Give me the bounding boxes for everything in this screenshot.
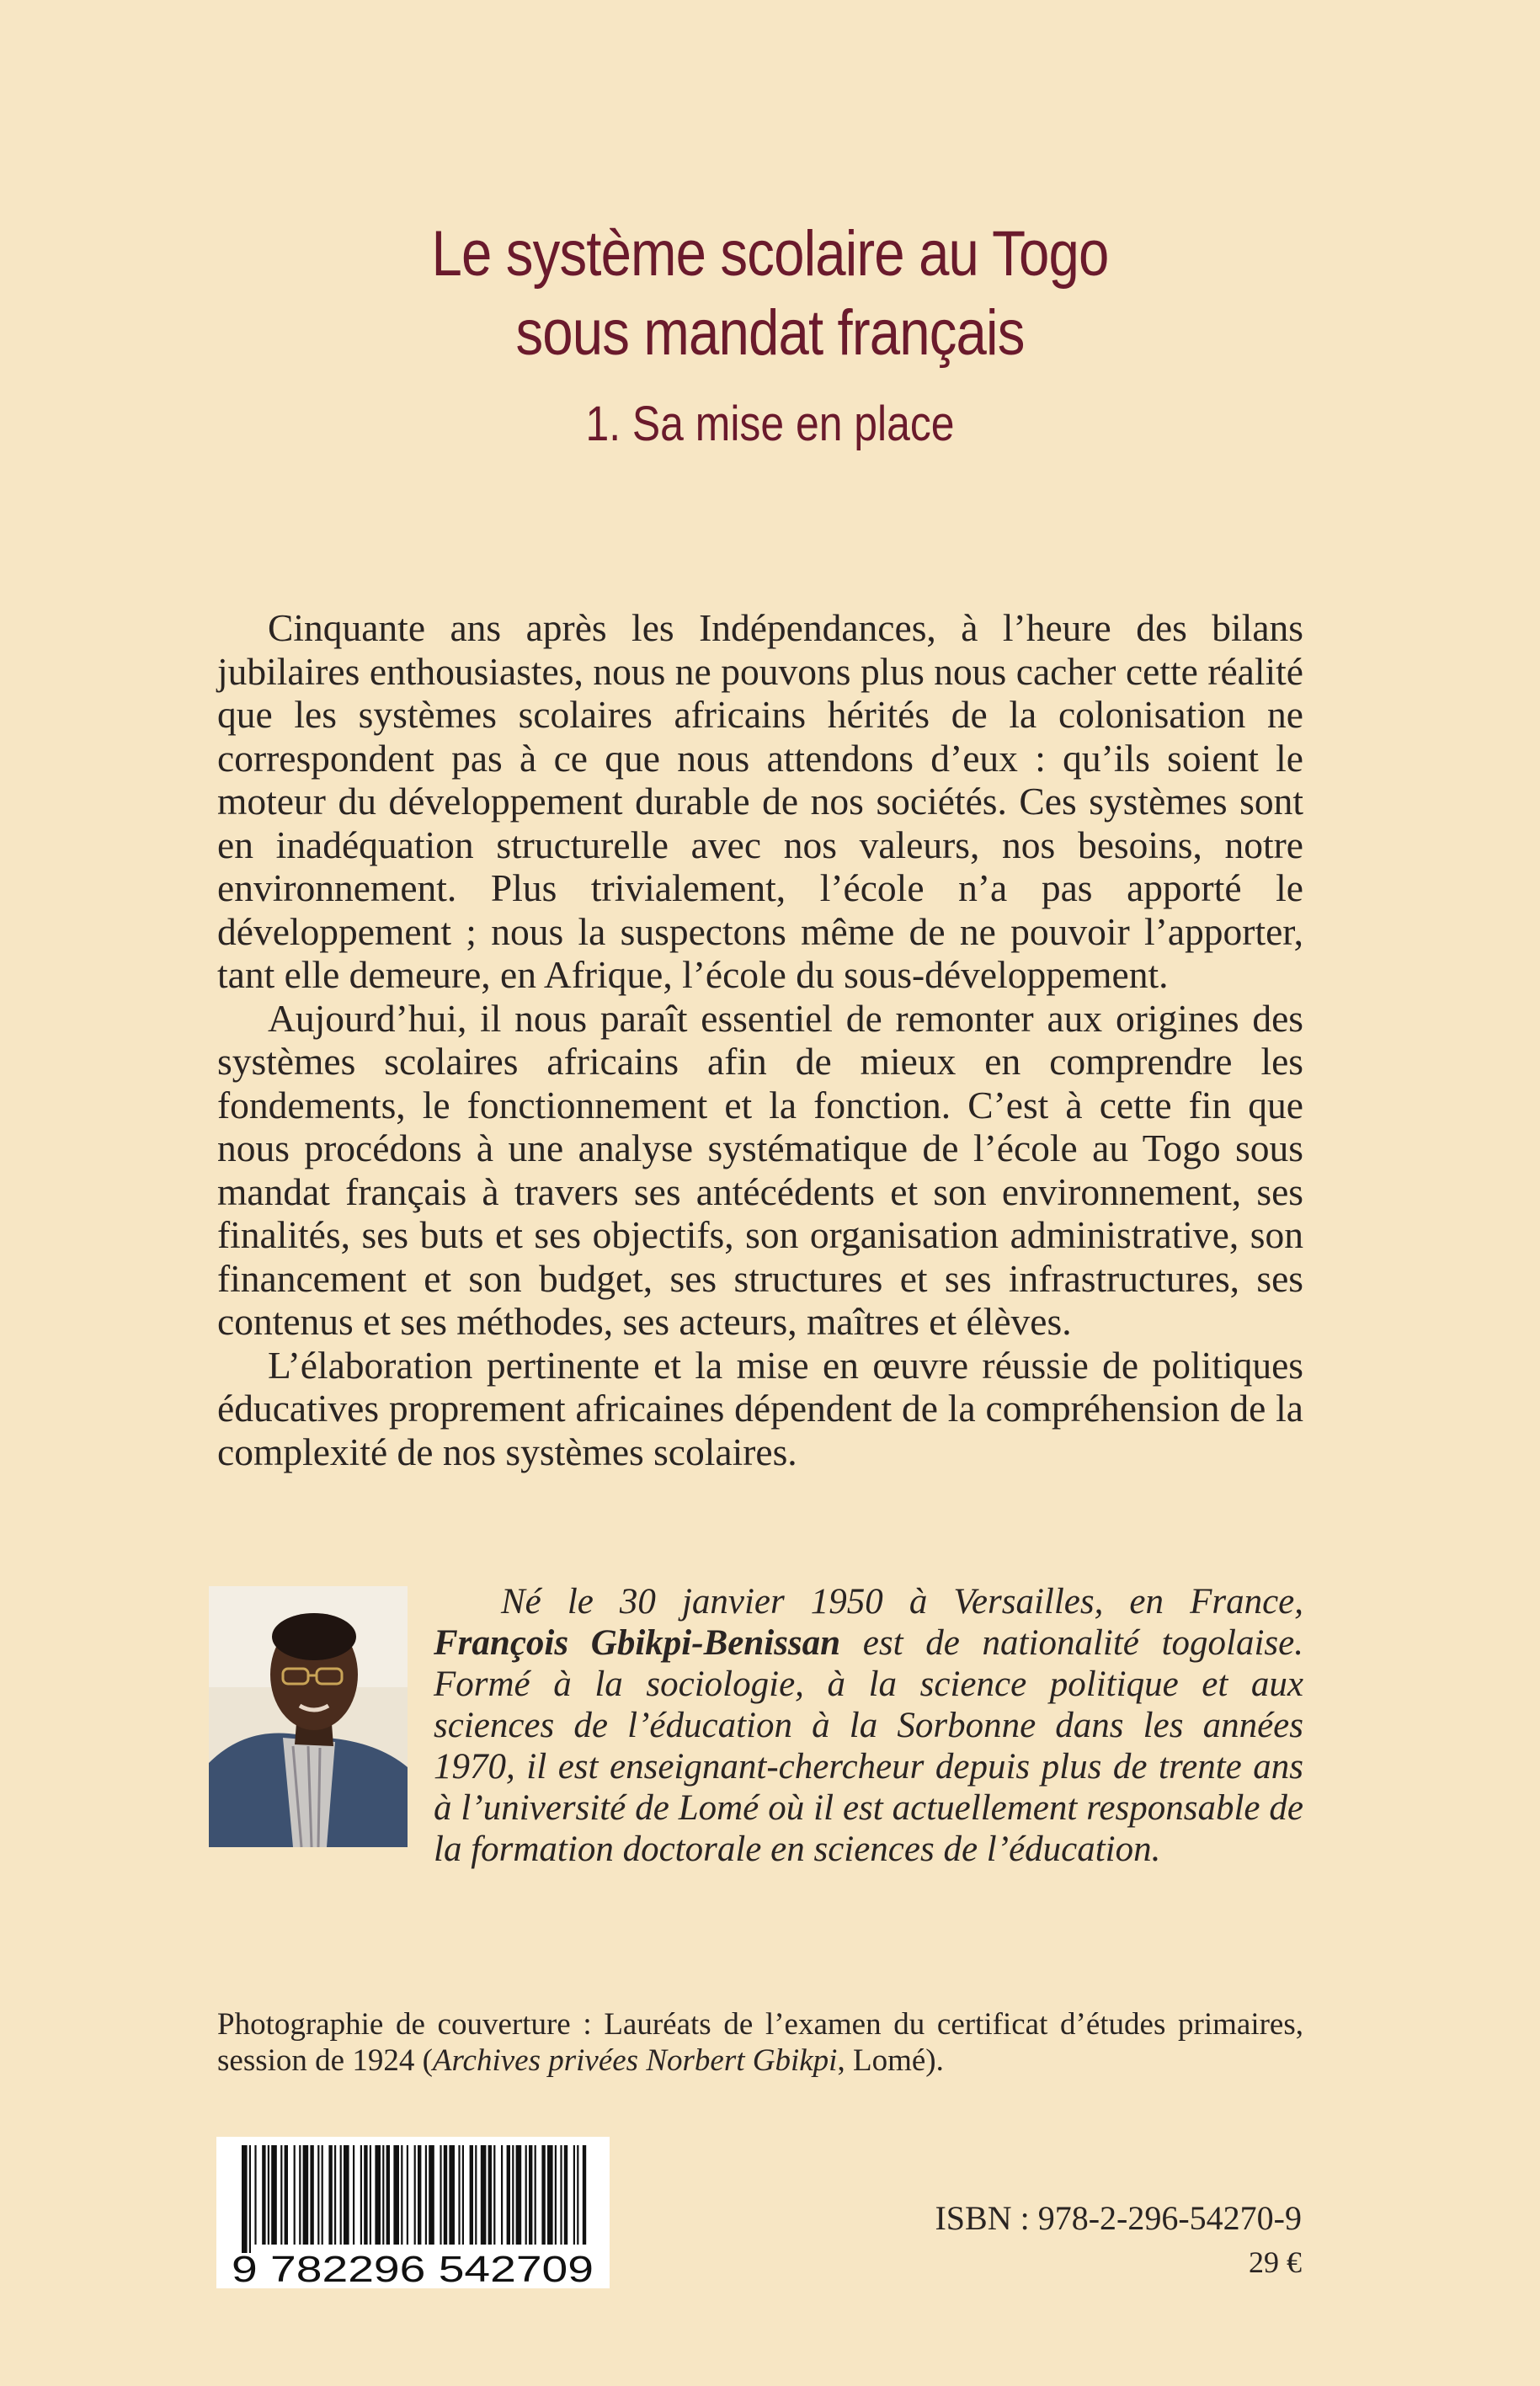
barcode-bar [322, 2145, 323, 2245]
barcode-bar [493, 2145, 495, 2245]
book-title-line-2: sous mandat français [515, 297, 1025, 369]
barcode-bar [481, 2145, 487, 2245]
barcode-bar [280, 2145, 282, 2245]
barcode-bar [414, 2145, 416, 2245]
barcode-bar [512, 2145, 514, 2245]
cover-credit-prefix: Photographie de couverture : Lauréats de l’examen du certificat d’études primaires, session de 1924 ( [217, 2007, 1303, 2078]
author-bio-paragraph [434, 1581, 1303, 1870]
barcode-bar [470, 2145, 473, 2245]
barcode-bar [462, 2145, 464, 2245]
barcode-bar [444, 2145, 447, 2245]
barcode-bar [440, 2145, 441, 2245]
barcode-bar [303, 2145, 309, 2245]
author-bio-rest: est de nationalité togolaise. Formé à la sociologie, à la science politique et aux sciences de l’éducation à la Sorbonne dans les années 1970, il est enseignant-chercheur depuis plus de trente ans à l’université de Lomé où il est actuellement responsable de la formation doctorale en sciences de l’éducation. [434, 1623, 1303, 1869]
blurb-paragraph-3: L’élaboration pertinente et la mise en œuvre réussie de politiques éducatives proprement africaines dépendent de la compréhension de la complexité de nos systèmes scolaires. [217, 1343, 1303, 1473]
barcode-bar [425, 2145, 427, 2245]
barcode-bar [516, 2145, 522, 2245]
barcode-bar [364, 2145, 367, 2245]
barcode-bar [353, 2145, 354, 2245]
barcode-bar [541, 2145, 545, 2245]
barcode-bar [268, 2145, 269, 2245]
barcode [216, 2137, 610, 2288]
back-cover-blurb [217, 606, 1303, 1473]
barcode-bar [564, 2145, 568, 2245]
barcode-bar [360, 2145, 362, 2245]
barcode-bar [310, 2145, 313, 2245]
blurb-paragraph-2: Aujourd’hui, il nous paraît essentiel de remonter aux origines des systèmes scolaires africains afin de mieux en comprendre les fondements, le fonctionnement et la fonction. C’est à cette fin que nous procédons à une analyse systématique de l’école au Togo sous mandat français à travers ses antécédents et son environnement, ses finalités, ses buts et ses objectifs, son organisation administrative, son financement et son budget, ses structures et ses infrastructures, ses contenus et ses méthodes, ses acteurs, maîtres et élèves. [217, 996, 1303, 1343]
barcode-bar [573, 2145, 575, 2245]
barcode-bar [299, 2145, 301, 2245]
author-portrait-illustration [209, 1586, 408, 1847]
barcode-bar [340, 2145, 342, 2245]
barcode-bar [458, 2145, 460, 2245]
barcode-bar [583, 2145, 586, 2245]
barcode-bar [242, 2145, 248, 2253]
author-photo [209, 1586, 408, 1847]
barcode-bar [375, 2145, 381, 2245]
author-bio-intro: Né le 30 janvier 1950 à Versailles, en France, [501, 1582, 1303, 1622]
barcode-bar [370, 2145, 371, 2245]
barcode-bar [525, 2145, 527, 2245]
barcode-bar [249, 2145, 251, 2253]
barcode-bar [285, 2145, 288, 2245]
barcode-bar [382, 2145, 384, 2245]
barcode-bar [386, 2145, 390, 2245]
book-title-line-1: Le système scolaire au Togo [431, 218, 1109, 290]
book-subtitle: 1. Sa mise en place [585, 397, 955, 451]
title-block [0, 215, 1540, 454]
barcode-bar [401, 2145, 402, 2245]
cover-credit-suffix: , Lomé). [837, 2043, 944, 2078]
barcode-bar [334, 2145, 336, 2245]
blurb-paragraph-1: Cinquante ans après les Indépendances, à l’heure des bilans jubilaires enthousiastes, nous ne pouvons plus nous cacher cette réalité que les systèmes scolaires africains hérités de la colonisation ne correspondent pas à ce que nous attendons d’eux : qu’ils soient le moteur du développement durable de nos sociétés. Ces systèmes sont en inadéquation structurelle avec nos valeurs, nos besoins, notre environnement. Plus trivialement, l’école n’a pas apporté le développement ; nous la suspectons même de ne pouvoir l’apporter, tant elle demeure, en Afrique, l’école du sous-développement. [217, 606, 1303, 996]
barcode-bar [449, 2145, 455, 2245]
barcode-bar [535, 2145, 536, 2245]
barcode-bar [271, 2145, 277, 2245]
barcode-bar [418, 2145, 421, 2245]
barcode-bar [488, 2145, 492, 2245]
cover-photo-credit [217, 2006, 1303, 2079]
author-name: François Gbikpi-Benissan [434, 1623, 841, 1663]
barcode-bar [547, 2145, 553, 2245]
barcode-bar [501, 2145, 503, 2245]
barcode-bar [317, 2145, 319, 2245]
barcode-bar [429, 2145, 434, 2245]
barcode-graphic [216, 2137, 610, 2288]
barcode-bar [507, 2145, 510, 2245]
barcode-bar [393, 2145, 399, 2245]
barcode-bar [407, 2145, 408, 2245]
barcode-bar [475, 2145, 477, 2245]
barcode-bar [344, 2145, 349, 2245]
barcode-bar [560, 2145, 562, 2245]
barcode-digits: 9 782296 542709 [232, 2249, 594, 2288]
barcode-bar [555, 2145, 557, 2245]
barcode-bar [577, 2145, 578, 2245]
barcode-bar [254, 2145, 256, 2245]
barcode-bar [262, 2145, 265, 2245]
author-bio [434, 1581, 1303, 1870]
barcode-bar [294, 2145, 296, 2245]
cover-credit-source: Archives privées Norbert Gbikpi [432, 2043, 838, 2078]
isbn-number: ISBN : 978-2-296-54270-9 [935, 2199, 1302, 2237]
barcode-bar [328, 2145, 332, 2245]
barcode-bar [529, 2145, 532, 2245]
price: 29 € [1249, 2245, 1302, 2279]
